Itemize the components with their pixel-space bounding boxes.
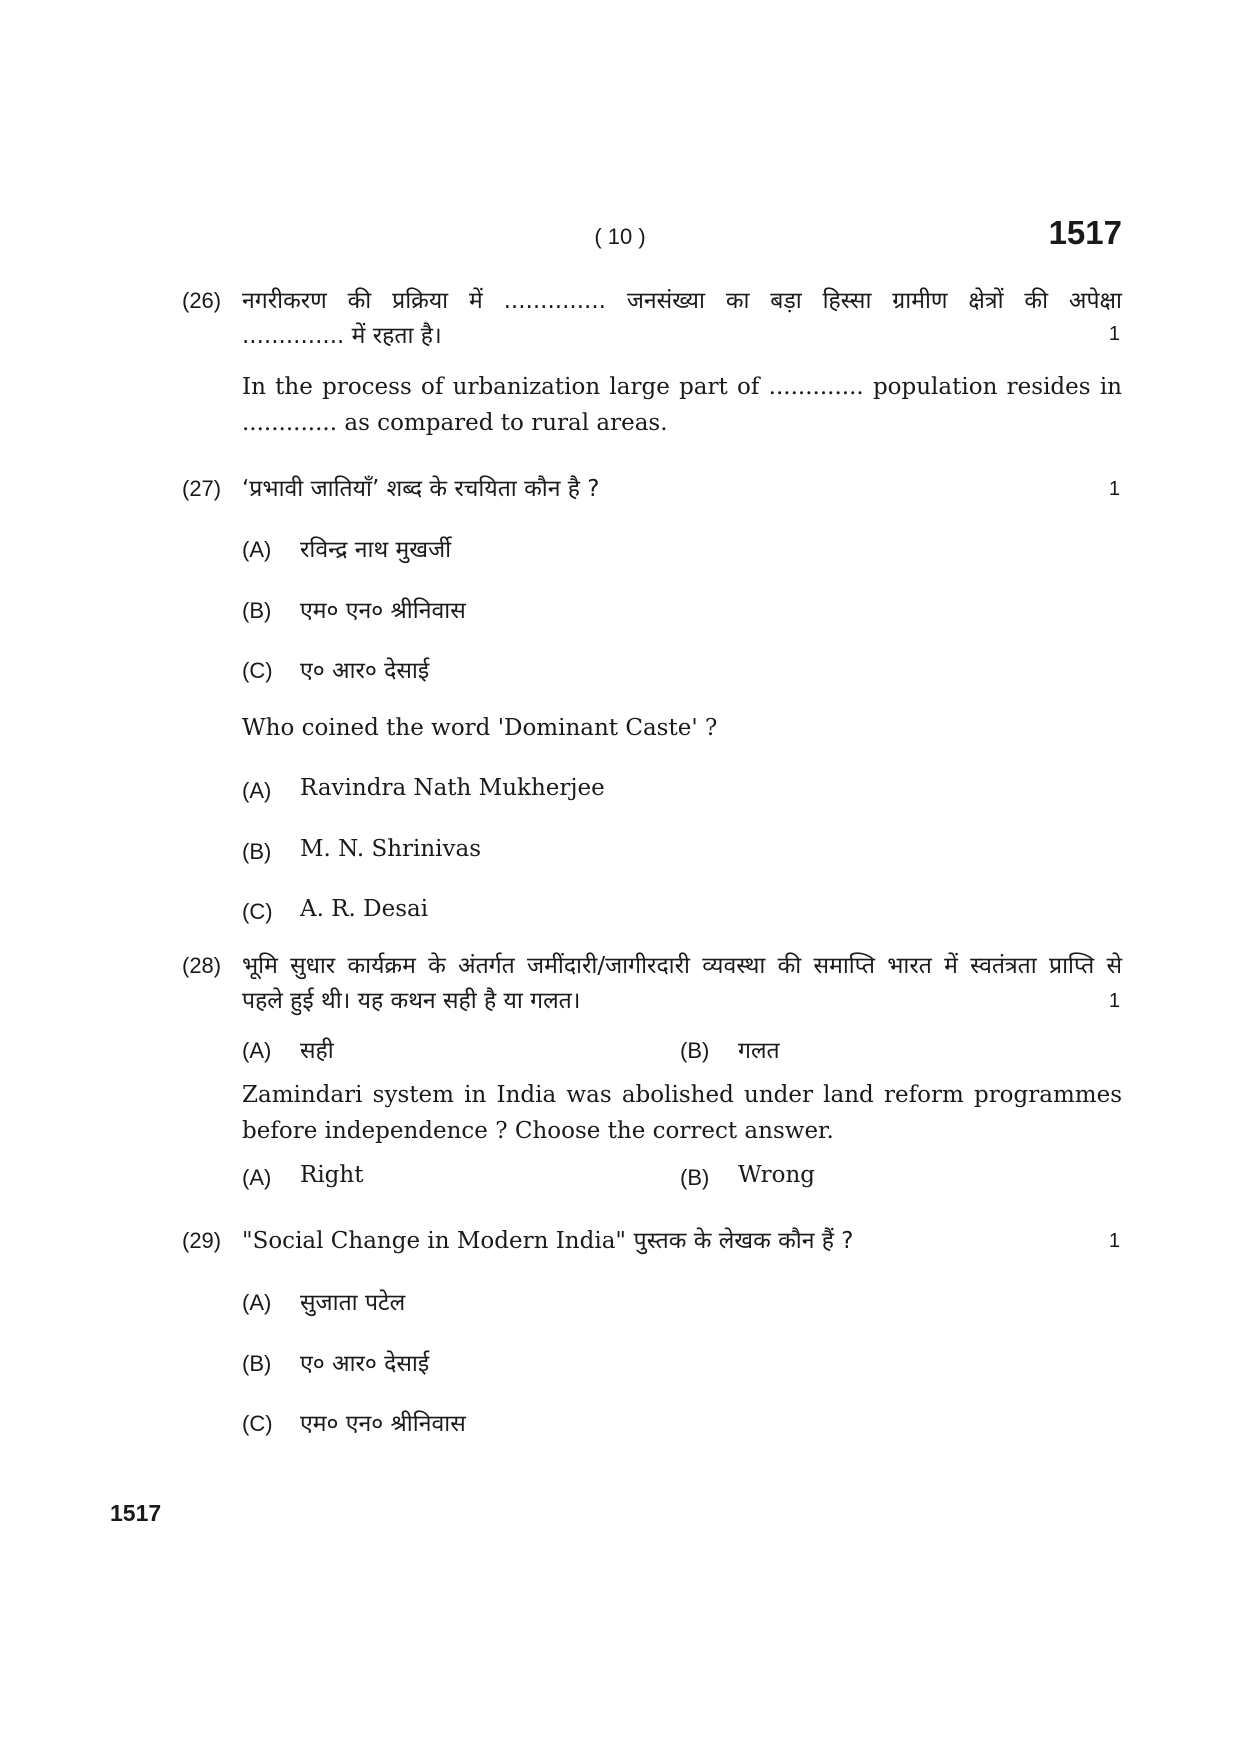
option-text: ए० आर० देसाई <box>300 658 430 684</box>
question-number: (26) <box>182 288 222 313</box>
option-letter: (C) <box>242 1411 273 1436</box>
option-letter: (B) <box>242 1351 272 1376</box>
question-hindi-line-1: भूमि सुधार कार्यक्रम के अंतर्गत जमींदारी/जागीरदारी व्यवस्था की समाप्ति भारत में स्वतंत्रता प्राप्ति से <box>242 953 1122 979</box>
question-marks: 1 <box>1108 478 1120 500</box>
option-text: Ravindra Nath Mukherjee <box>300 775 605 801</box>
question-marks: 1 <box>1108 1230 1120 1252</box>
paper-code-footer: 1517 <box>110 1500 162 1526</box>
question-marks: 1 <box>1108 323 1120 345</box>
option-letter: (A) <box>242 1290 272 1315</box>
question-hindi-line-1: नगरीकरण की प्रक्रिया में .............. जनसंख्या का बड़ा हिस्सा ग्रामीण क्षेत्रों की अपेक्षा <box>242 288 1122 314</box>
option-text: सही <box>300 1038 334 1064</box>
option-text: ए० आर० देसाई <box>300 1351 430 1377</box>
question-number: (27) <box>182 476 222 501</box>
question-number: (29) <box>182 1228 222 1253</box>
question-hindi: पुस्तक के लेखक कौन हैं ? <box>633 1228 854 1254</box>
option-text: एम० एन० श्रीनिवास <box>300 1411 466 1437</box>
option-text: सुजाता पटेल <box>300 1290 406 1316</box>
option-letter: (B) <box>242 598 272 623</box>
option-letter: (B) <box>680 1038 710 1063</box>
question-marks: 1 <box>1108 990 1120 1012</box>
option-letter: (A) <box>242 1165 272 1190</box>
option-letter: (A) <box>242 778 272 803</box>
option-text: Right <box>300 1162 364 1188</box>
page-number: ( 10 ) <box>594 224 646 249</box>
question-book-title: "Social Change in Modern India" <box>242 1228 626 1254</box>
option-letter: (A) <box>242 1038 272 1063</box>
question-hindi: ‘प्रभावी जातियाँ’ शब्द के रचयिता कौन है ? <box>242 476 600 502</box>
question-text <box>242 1223 1122 1255</box>
option-text: M. N. Shrinivas <box>300 836 482 862</box>
question-hindi-line-2: पहले हुई थी। यह कथन सही है या गलत। <box>242 988 581 1014</box>
question-english-line-1: In the process of urbanization large part of ............. population resides in <box>242 374 1122 400</box>
option-letter: (C) <box>242 899 273 924</box>
option-text: रविन्द्र नाथ मुखर्जी <box>300 537 452 563</box>
option-text: Wrong <box>738 1162 815 1188</box>
option-letter: (C) <box>242 658 273 683</box>
question-english-line-2: ............. as compared to rural areas. <box>242 410 668 436</box>
option-text: एम० एन० श्रीनिवास <box>300 598 466 624</box>
question-english-line-2: before independence ? Choose the correct answer. <box>242 1118 834 1144</box>
option-letter: (B) <box>680 1165 710 1190</box>
option-letter: (A) <box>242 537 272 562</box>
paper-code-header: 1517 <box>1048 214 1122 251</box>
question-english: Who coined the word 'Dominant Caste' ? <box>242 715 718 741</box>
question-number: (28) <box>182 953 222 978</box>
question-hindi-line-2: .............. में रहता है। <box>242 323 442 349</box>
option-letter: (B) <box>242 839 272 864</box>
option-text: A. R. Desai <box>300 896 429 922</box>
option-text: गलत <box>738 1038 780 1064</box>
question-english-line-1: Zamindari system in India was abolished under land reform programmes <box>242 1082 1122 1108</box>
